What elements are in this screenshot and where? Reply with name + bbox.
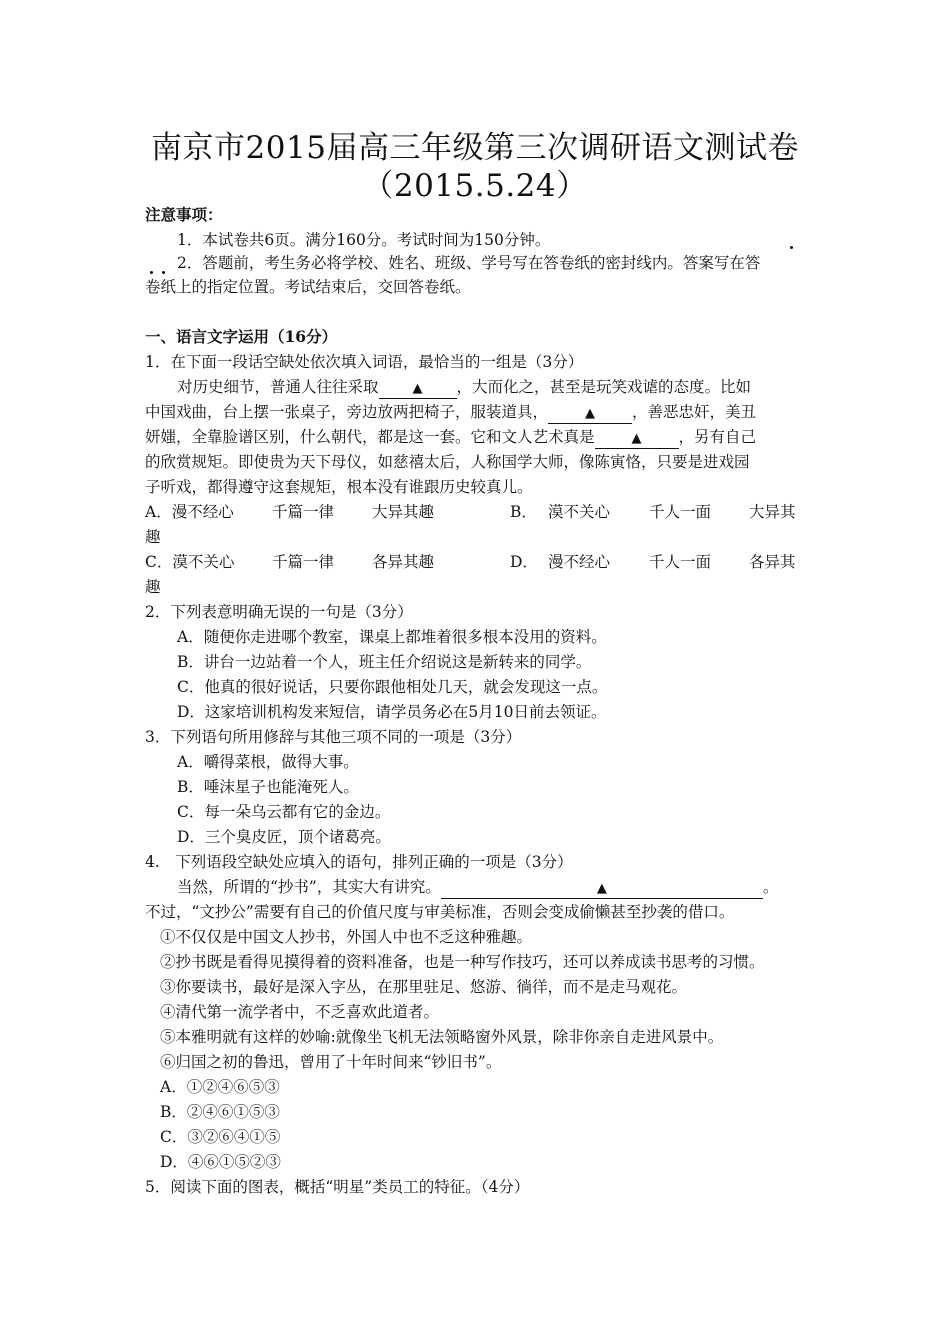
q1-stem: 1．在下面一段话空缺处依次填入词语，最恰当的一组是（3分） (145, 353, 584, 371)
q4-sentence-2: ②抄书既是看得见摸得着的资料准备，也是一种写作技巧，还可以养成读书思考的习惯。 (160, 953, 765, 971)
q3-option-a: A．嚼得菜根，做得大事。 (177, 753, 359, 771)
q5-stem: 5．阅读下面的图表，概括“明星”类员工的特征。（4分） (145, 1178, 530, 1196)
q4-sentence-5: ⑤本雅明就有这样的妙喻:就像坐飞机无法领略窗外风景，除非你亲自走进风景中。 (160, 1028, 724, 1046)
option-d-word: 漫不经心 (548, 553, 611, 571)
q4-sentence-4: ④清代第一流学者中，不乏喜欢此道者。 (160, 1003, 440, 1021)
emphasis-dot (150, 271, 153, 274)
option-c-word: 各异其趣 (372, 553, 435, 571)
option-a-word: 千篇一律 (272, 503, 335, 521)
q1-text: ，善恶忠奸，美丑 (632, 403, 757, 421)
option-a-word: A．漫不经心 (145, 503, 234, 521)
blank-marker: ▲ (596, 881, 607, 896)
q1-text: 对历史细节，普通人往往采取 (177, 378, 379, 396)
option-c-word: 千篇一律 (272, 553, 335, 571)
option-d-word: 千人一面 (649, 553, 712, 571)
q1-passage-line (177, 376, 751, 399)
q1-text: 妍媸，全靠脸谱区别，什么朝代，都是这一套。它和文人艺术真是 (145, 428, 595, 446)
q1-option-wrap: 趣 (145, 528, 161, 546)
option-d-word: 各异其 (749, 553, 796, 571)
q1-text: ，大而化之，甚至是玩笑戏谑的态度。比如 (456, 378, 752, 396)
q3-option-d: D．三个臭皮匠，顶个诸葛亮。 (177, 828, 391, 846)
q4-sentence-1: ①不仅仅是中国文人抄书，外国人中也不乏这种雅趣。 (160, 928, 533, 946)
q4-text: 。 (762, 878, 779, 896)
emphasis-dot (790, 246, 793, 249)
answer-blank (548, 403, 632, 424)
q1-option-wrap: 趣 (145, 578, 161, 596)
notice-item-2a: 2．答题前，考生务必将学校、姓名、班级、学号写在答卷纸的密封线内。答案写在答 (177, 254, 761, 272)
q3-option-b: B．唾沫星子也能淹死人。 (177, 778, 359, 796)
option-b-word: 漠不关心 (548, 503, 611, 521)
exam-title: 南京市2015届高三年级第三次调研语文测试卷 (151, 130, 799, 166)
section-heading: 一、语言文字运用（16分） (145, 327, 338, 346)
q4-passage-line: 不过，“文抄公”需要有自己的价值尺度与审美标准，否则会变成偷懒甚至抄袭的借口。 (145, 903, 735, 921)
q3-option-c: C．每一朵乌云都有它的金边。 (177, 803, 391, 821)
q2-option-a: A．随便你走进哪个教室，课桌上都堆着很多根本没用的资料。 (177, 628, 607, 646)
q4-text: 当然，所谓的“抄书”，其实大有讲究。 (177, 878, 441, 896)
q4-sentence-3: ③你要读书，最好是深入字丛，在那里驻足、悠游、徜徉，而不是走马观花。 (160, 978, 688, 996)
q1-text: ，另有自己 (678, 428, 757, 446)
notice-item-1: 1．本试卷共6页。满分160分。考试时间为150分钟。 (177, 231, 551, 249)
q1-passage-line: 子听戏，都得遵守这套规矩，根本没有谁跟历史较真儿。 (145, 478, 533, 496)
q1-options-ab (145, 501, 796, 523)
option-b-label: B． (510, 503, 537, 521)
q2-option-c: C．他真的很好说话，只要你跟他相处几天，就会发现这一点。 (177, 678, 608, 696)
q3-stem: 3．下列语句所用修辞与其他三项不同的一项是（3分） (145, 728, 522, 746)
notice-heading: 注意事项： (145, 205, 223, 224)
q4-sentence-6: ⑥归国之初的鲁迅，曾用了十年时间来“钞旧书”。 (160, 1053, 502, 1071)
q1-options-cd (145, 551, 796, 573)
q4-option-c: C．③②⑥④①⑤ (160, 1128, 281, 1146)
q2-option-d: D．这家培训机构发来短信，请学员务必在5月10日前去领证。 (177, 703, 607, 721)
q1-passage-line (145, 426, 756, 449)
q2-option-b: B．讲台一边站着一个人，班主任介绍说这是新转来的同学。 (177, 653, 592, 671)
q1-passage-line (145, 401, 756, 424)
q4-option-b: B．②④⑥①⑤③ (160, 1103, 280, 1121)
q4-option-a: A．①②④⑥⑤③ (160, 1078, 280, 1096)
notice-item-2b: 卷纸上的指定位置。考试结束后，交回答卷纸。 (145, 278, 471, 296)
answer-blank (595, 428, 679, 449)
exam-date: （2015.5.24） (362, 168, 588, 204)
blank-marker: ▲ (412, 381, 423, 396)
option-b-word: 大异其 (749, 503, 796, 521)
option-a-word: 大异其趣 (372, 503, 435, 521)
q1-text: 中国戏曲，台上摆一张桌子，旁边放两把椅子，服装道具， (145, 403, 549, 421)
q1-passage-line: 的欣赏规矩。即使贵为天下母仪，如慈禧太后，人称国学大师，像陈寅恪，只要是进戏园 (145, 453, 750, 471)
blank-marker: ▲ (631, 431, 642, 446)
option-d-label: D． (510, 553, 538, 571)
answer-blank (441, 878, 763, 899)
q4-passage-line (177, 876, 778, 899)
q2-stem: 2．下列表意明确无误的一句是（3分） (145, 603, 413, 621)
q4-option-d: D．④⑥①⑤②③ (160, 1153, 281, 1171)
option-c-word: C．漠不关心 (145, 553, 235, 571)
q4-stem: 4. 下列语段空缺处应填入的语句，排列正确的一项是（3分） (145, 853, 573, 871)
option-b-word: 千人一面 (649, 503, 712, 521)
blank-marker: ▲ (585, 406, 596, 421)
emphasis-dot (162, 271, 165, 274)
answer-blank (379, 378, 457, 399)
